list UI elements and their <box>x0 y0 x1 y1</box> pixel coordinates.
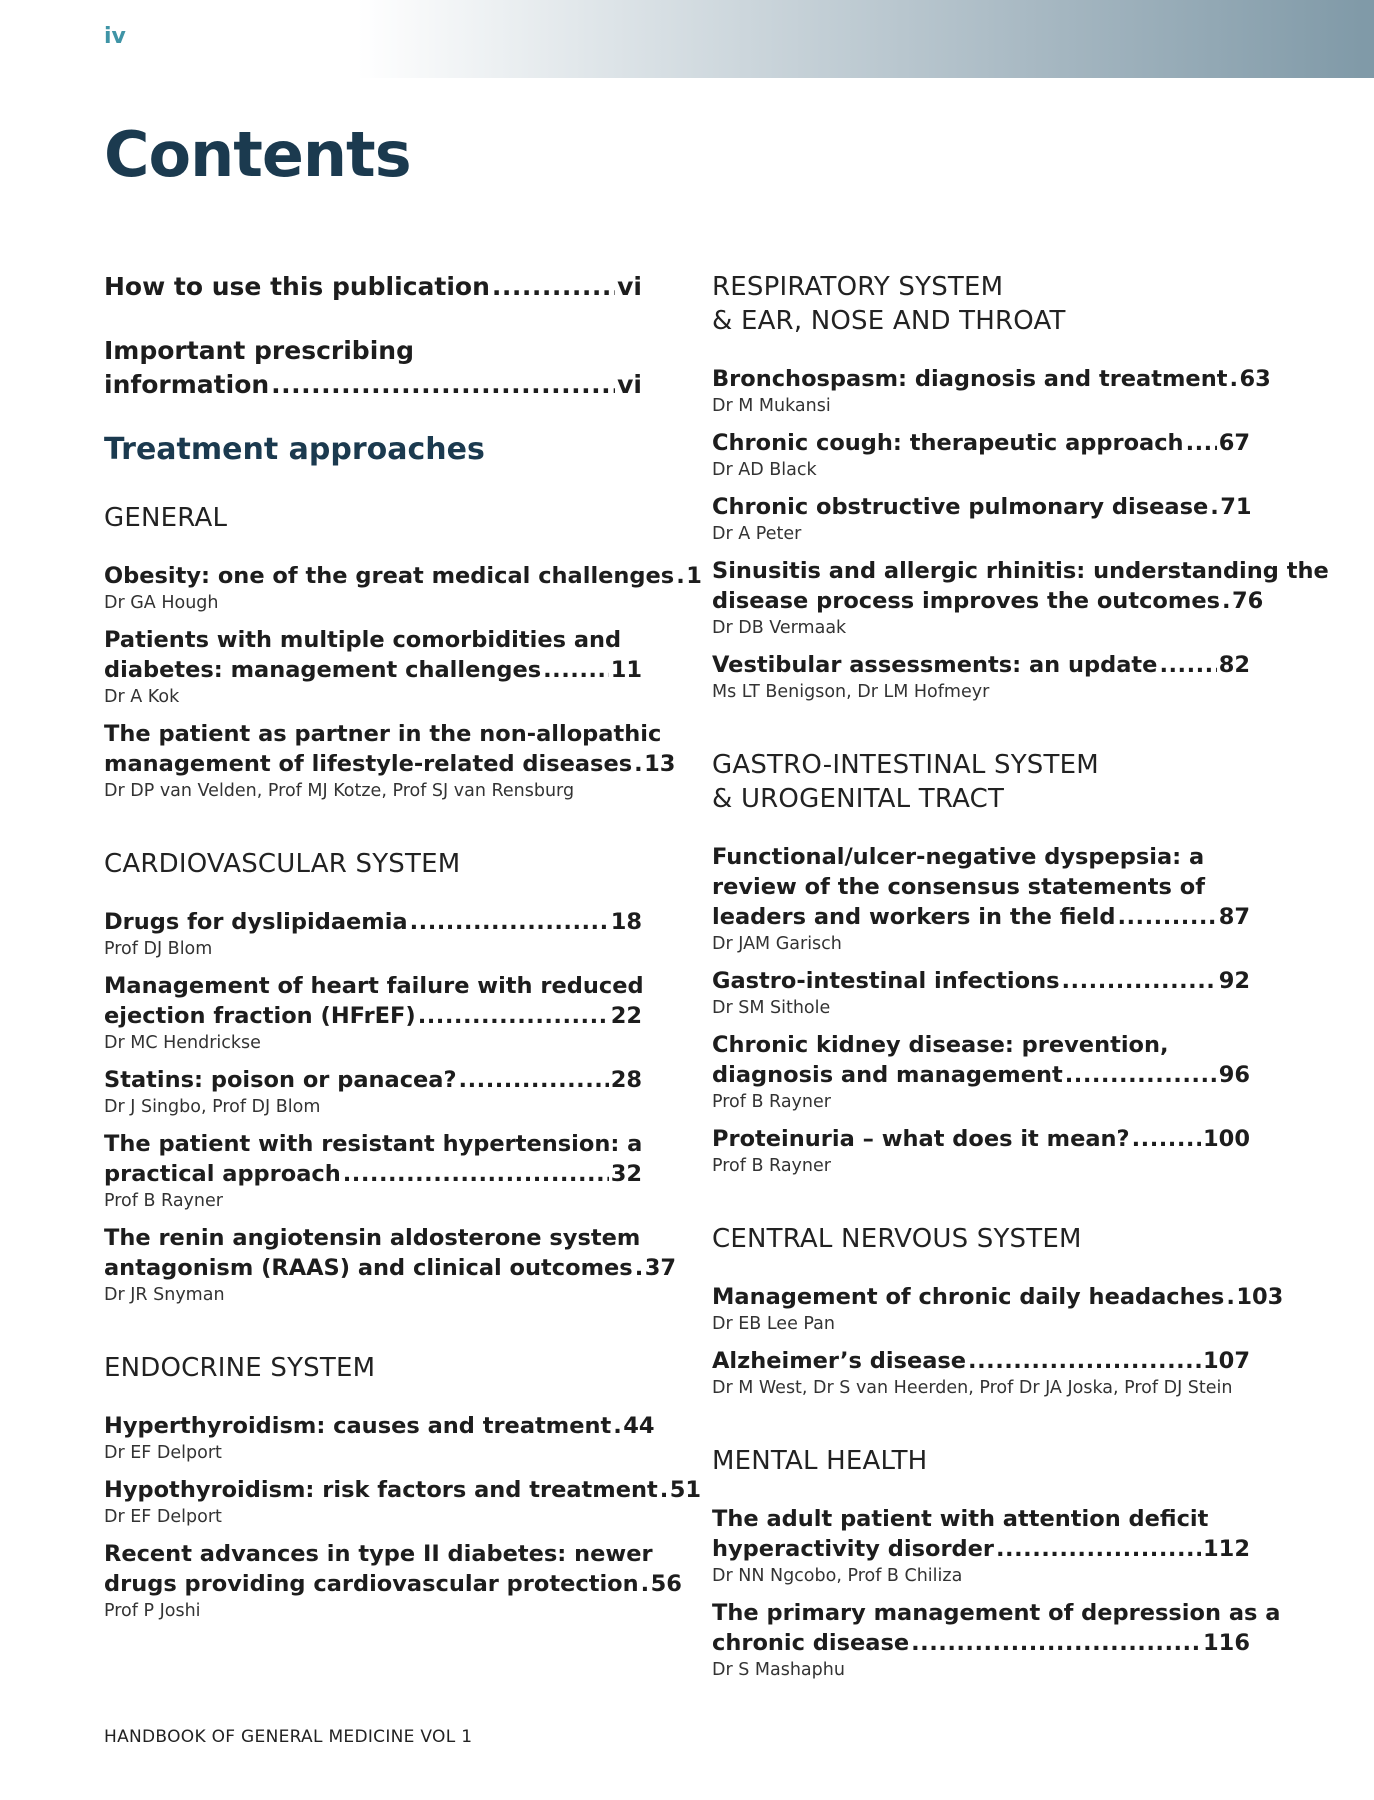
article-page-number: 71 <box>1220 494 1252 520</box>
toc-article[interactable] <box>104 907 642 961</box>
dot-leader <box>634 749 642 779</box>
dot-leader <box>1117 902 1216 932</box>
article-entry[interactable] <box>104 1411 655 1441</box>
article-title: ejection fraction (HFrEF) <box>104 1003 416 1029</box>
article-author: Dr JR Snyman <box>104 1285 225 1305</box>
section-heading: GENERAL <box>104 503 228 533</box>
article-author: Prof B Rayner <box>104 1191 223 1211</box>
article-page-number: 13 <box>644 751 676 777</box>
dot-leader <box>660 1475 668 1505</box>
dot-leader <box>613 1411 621 1441</box>
article-title-line: The patient with resistant hypertension: a <box>104 1131 643 1157</box>
article-author: Dr M Mukansi <box>712 396 831 416</box>
article-author: Dr JAM Garisch <box>712 934 842 954</box>
footer-text: HANDBOOK OF GENERAL MEDICINE VOL 1 <box>104 1727 473 1747</box>
article-page-number: 116 <box>1203 1630 1250 1656</box>
section-block <box>712 748 1250 816</box>
article-title: Hyperthyroidism: causes and treatment <box>104 1413 612 1439</box>
toc-article[interactable] <box>712 364 1271 418</box>
toc-article[interactable] <box>712 1124 1250 1178</box>
toc-article[interactable] <box>712 428 1250 482</box>
toc-article[interactable] <box>104 1475 702 1529</box>
article-title: Chronic cough: therapeutic approach <box>712 430 1184 456</box>
article-title: management of lifestyle-related diseases <box>104 751 633 777</box>
toc-article[interactable] <box>712 1282 1284 1336</box>
article-entry[interactable] <box>712 966 1250 996</box>
toc-article[interactable] <box>104 1129 642 1213</box>
dot-leader <box>1222 586 1230 616</box>
toc-article[interactable] <box>104 1223 676 1307</box>
dot-leader <box>1186 428 1217 458</box>
article-author: Dr A Kok <box>104 687 180 707</box>
article-author: Dr A Peter <box>712 524 802 544</box>
dot-leader <box>418 1001 609 1031</box>
article-author: Dr AD Black <box>712 460 817 480</box>
article-page-number: 51 <box>669 1477 702 1503</box>
article-entry[interactable] <box>712 650 1250 680</box>
dot-leader <box>410 907 609 937</box>
section-block <box>712 270 1250 338</box>
article-title: Drugs for dyslipidaemia <box>104 909 408 935</box>
dot-leader <box>1132 1124 1201 1154</box>
article-entry[interactable] <box>712 364 1271 394</box>
article-page-number: 112 <box>1203 1536 1250 1562</box>
article-page-number: 82 <box>1218 652 1250 678</box>
article-title: antagonism (RAAS) and clinical outcomes <box>104 1255 633 1281</box>
section-block <box>712 1444 1250 1478</box>
article-entry[interactable] <box>712 1346 1250 1376</box>
article-title: Vestibular assessments: an update <box>712 652 1158 678</box>
article-author: Dr NN Ngcobo, Prof B Chiliza <box>712 1566 963 1586</box>
article-author: Prof B Rayner <box>712 1092 831 1112</box>
article-page-number: 28 <box>610 1067 642 1093</box>
article-title: disease process improves the outcomes <box>712 588 1220 614</box>
article-title: Hypothyroidism: risk factors and treatment <box>104 1477 658 1503</box>
dot-leader <box>641 1569 649 1599</box>
article-author: Dr MC Hendrickse <box>104 1033 261 1053</box>
dot-leader <box>1226 1282 1234 1312</box>
article-title: Bronchospasm: diagnosis and treatment <box>712 366 1228 392</box>
section-block <box>104 501 642 535</box>
front-matter-item[interactable] <box>104 334 642 402</box>
article-page-number: 11 <box>610 657 642 683</box>
article-entry[interactable] <box>712 902 1250 932</box>
article-page-number: 22 <box>610 1003 642 1029</box>
front-matter-entry[interactable] <box>104 270 642 304</box>
toc-article[interactable] <box>712 492 1250 546</box>
article-title-line: Recent advances in type II diabetes: newer <box>104 1541 653 1567</box>
article-title-line: The adult patient with attention deficit <box>712 1506 1209 1532</box>
page-title: Contents <box>104 118 411 191</box>
toc-article[interactable] <box>104 719 676 803</box>
toc-article[interactable] <box>712 1346 1250 1400</box>
article-page-number: 32 <box>610 1161 642 1187</box>
page-number: iv <box>104 24 126 49</box>
article-author: Dr SM Sithole <box>712 998 831 1018</box>
article-title: Alzheimer’s disease <box>712 1348 967 1374</box>
article-entry[interactable] <box>712 1534 1250 1564</box>
article-title-line: The renin angiotensin aldosterone system <box>104 1225 641 1251</box>
article-title: Obesity: one of the great medical challenges <box>104 563 675 589</box>
article-author: Dr J Singbo, Prof DJ Blom <box>104 1097 321 1117</box>
article-entry[interactable] <box>104 1001 642 1031</box>
toc-article[interactable] <box>712 1598 1281 1682</box>
article-page-number: 92 <box>1218 968 1250 994</box>
dot-leader <box>676 561 684 591</box>
article-page-number: 107 <box>1203 1348 1250 1374</box>
left-sections <box>104 501 702 1623</box>
section-heading: MENTAL HEALTH <box>712 1446 928 1476</box>
section-block <box>104 847 642 881</box>
dot-leader <box>911 1628 1201 1658</box>
front-matter-item[interactable] <box>104 270 642 304</box>
dot-leader <box>492 270 615 304</box>
article-page-number: 87 <box>1218 904 1250 930</box>
dot-leader <box>635 1253 643 1283</box>
toc-article[interactable] <box>712 1030 1250 1114</box>
treatment-approaches-heading: Treatment approaches <box>104 432 485 467</box>
section-heading: RESPIRATORY SYSTEM <box>712 272 1004 302</box>
dot-leader <box>543 655 609 685</box>
article-title: Management of chronic daily headaches <box>712 1284 1225 1310</box>
article-page-number: 18 <box>610 909 642 935</box>
section-heading: CARDIOVASCULAR SYSTEM <box>104 849 461 879</box>
dot-leader <box>343 1159 609 1189</box>
article-title-line: Sinusitis and allergic rhinitis: understanding the <box>712 558 1329 584</box>
front-matter-title: How to use this publication <box>104 272 490 301</box>
article-author: Prof DJ Blom <box>104 939 213 959</box>
section-block <box>104 1351 642 1385</box>
section-heading: GASTRO-INTESTINAL SYSTEM <box>712 750 1099 780</box>
front-matter-list <box>104 270 642 402</box>
article-author: Dr M West, Dr S van Heerden, Prof Dr JA Joska, Prof DJ Stein <box>712 1378 1233 1398</box>
front-matter-entry[interactable] <box>104 368 642 402</box>
section-heading: ENDOCRINE SYSTEM <box>104 1353 376 1383</box>
article-author: Dr EF Delport <box>104 1507 222 1527</box>
article-page-number: 63 <box>1239 366 1271 392</box>
toc-article[interactable] <box>712 966 1250 1020</box>
toc-article[interactable] <box>104 561 702 615</box>
article-entry[interactable] <box>104 655 642 685</box>
article-page-number: 1 <box>686 563 702 589</box>
article-page-number: 56 <box>650 1571 682 1597</box>
article-entry[interactable] <box>104 1569 682 1599</box>
article-page-number: 96 <box>1218 1062 1250 1088</box>
article-title: Proteinuria – what does it mean? <box>712 1126 1130 1152</box>
article-title-line: The patient as partner in the non-allopathic <box>104 721 662 747</box>
toc-article[interactable] <box>712 842 1250 956</box>
toc-article[interactable] <box>712 556 1329 640</box>
front-matter-title: information <box>104 370 270 399</box>
article-entry[interactable] <box>104 1475 702 1505</box>
article-page-number: 67 <box>1218 430 1250 456</box>
article-page-number: 76 <box>1231 588 1264 614</box>
front-matter-page-number: vi <box>617 272 642 301</box>
dot-leader <box>1065 1060 1217 1090</box>
article-title-line: Functional/ulcer-negative dyspepsia: a <box>712 844 1205 870</box>
toc-article[interactable] <box>104 1539 682 1623</box>
section-heading: CENTRAL NERVOUS SYSTEM <box>712 1224 1082 1254</box>
section-heading: & EAR, NOSE AND THROAT <box>712 306 1066 336</box>
front-matter-title-line: Important prescribing <box>104 336 414 365</box>
article-entry[interactable] <box>104 1065 642 1095</box>
article-entry[interactable] <box>104 1253 676 1283</box>
dot-leader <box>1159 650 1216 680</box>
article-author: Dr GA Hough <box>104 593 219 613</box>
article-entry[interactable] <box>104 561 702 591</box>
article-author: Dr S Mashaphu <box>712 1660 845 1680</box>
article-entry[interactable] <box>712 1282 1284 1312</box>
article-title: Chronic obstructive pulmonary disease <box>712 494 1209 520</box>
article-title: Gastro-intestinal infections <box>712 968 1060 994</box>
article-title-line: Patients with multiple comorbidities and <box>104 627 622 653</box>
article-entry[interactable] <box>104 749 676 779</box>
front-matter-page-number: vi <box>617 370 642 399</box>
article-title: hyperactivity disorder <box>712 1536 994 1562</box>
article-title: diagnosis and management <box>712 1062 1063 1088</box>
article-author: Ms LT Benigson, Dr LM Hofmeyr <box>712 682 990 702</box>
article-title: Statins: poison or panacea? <box>104 1067 457 1093</box>
article-author: Dr EB Lee Pan <box>712 1314 835 1334</box>
article-author: Dr EF Delport <box>104 1443 222 1463</box>
section-heading: & UROGENITAL TRACT <box>712 784 1005 814</box>
dot-leader <box>996 1534 1201 1564</box>
article-title-line: Management of heart failure with reduced <box>104 973 644 999</box>
toc-right-column <box>712 270 1329 1692</box>
header-band <box>0 0 1374 78</box>
toc-article[interactable] <box>712 650 1250 704</box>
article-entry[interactable] <box>104 907 642 937</box>
article-title: practical approach <box>104 1161 341 1187</box>
article-title: drugs providing cardiovascular protection <box>104 1571 639 1597</box>
dot-leader <box>1062 966 1217 996</box>
article-entry[interactable] <box>712 428 1250 458</box>
article-title-line: Chronic kidney disease: prevention, <box>712 1032 1169 1058</box>
article-page-number: 100 <box>1203 1126 1250 1152</box>
toc-article[interactable] <box>104 1065 642 1119</box>
article-page-number: 103 <box>1236 1284 1284 1310</box>
article-title-line: The primary management of depression as a <box>712 1600 1281 1626</box>
article-author: Dr DP van Velden, Prof MJ Kotze, Prof SJ van Rensburg <box>104 781 575 801</box>
dot-leader <box>1229 364 1237 394</box>
article-page-number: 37 <box>644 1255 676 1281</box>
article-author: Dr DB Vermaak <box>712 618 847 638</box>
toc-article[interactable] <box>104 1411 655 1465</box>
article-entry[interactable] <box>712 1628 1250 1658</box>
article-title: leaders and workers in the field <box>712 904 1116 930</box>
article-entry[interactable] <box>712 1124 1250 1154</box>
article-title: diabetes: management challenges <box>104 657 542 683</box>
dot-leader <box>968 1346 1201 1376</box>
dot-leader <box>459 1065 609 1095</box>
toc-article[interactable] <box>712 1504 1250 1588</box>
section-block <box>712 1222 1250 1256</box>
dot-leader <box>1210 492 1218 522</box>
toc-left-column <box>104 270 702 1633</box>
article-page-number: 44 <box>623 1413 655 1439</box>
article-title-line: review of the consensus statements of <box>712 874 1205 900</box>
article-entry[interactable] <box>712 1060 1250 1090</box>
dot-leader <box>271 368 615 402</box>
article-entry[interactable] <box>104 1159 642 1189</box>
article-author: Prof B Rayner <box>712 1156 831 1176</box>
article-title: chronic disease <box>712 1630 910 1656</box>
toc-article[interactable] <box>104 971 642 1055</box>
article-author: Prof P Joshi <box>104 1601 201 1621</box>
toc-article[interactable] <box>104 625 642 709</box>
article-entry[interactable] <box>712 492 1250 522</box>
article-entry[interactable] <box>712 586 1264 616</box>
